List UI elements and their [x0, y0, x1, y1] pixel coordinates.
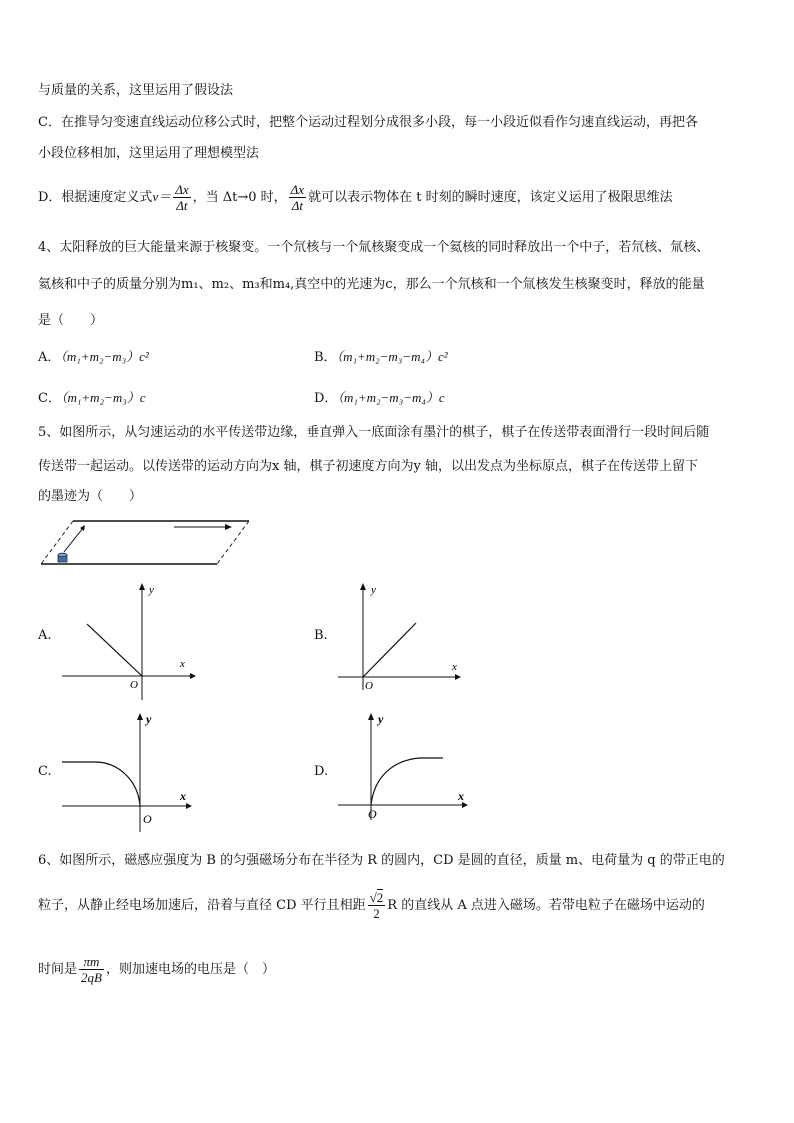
q3-option-d-prefix: D．根据速度定义式 [38, 190, 153, 205]
q6-line-3 [38, 954, 275, 985]
y-axis-label: y [149, 584, 154, 596]
y-axis-label: y [371, 584, 376, 596]
q6-distance-fraction [368, 890, 386, 921]
x-axis-label: x [180, 658, 185, 670]
sqrt-radicand: 2 [376, 890, 384, 905]
q4-line-2: 氦核和中子的质量分别为m₁、m₂、m₃和m₄,真空中的光速为c，那么一个氘核和一个氚核发生核聚变时，释放的能量 [38, 277, 705, 292]
q6-line-2 [38, 890, 705, 921]
trace-curve [62, 762, 140, 806]
q3-option-d-mid: ，当 Δt→0 时， [192, 190, 287, 205]
q6-time-fraction [79, 954, 104, 985]
q3-option-d-v-eq: v＝ [152, 189, 172, 204]
q6-line-3-suffix: ，则加速电场的电压是（ ） [105, 962, 275, 977]
q6-line-1: 6、如图所示，磁感应强度为 B 的匀强磁场分布在半径为 R 的圆内，CD 是圆的直径，质量 m、电荷量为 q 的带正电的 [38, 853, 725, 868]
fraction-numerator: Δx [175, 182, 189, 197]
y-axis-label: y [146, 712, 152, 726]
q5-option-b-label[interactable]: B. [314, 628, 328, 643]
q6-line-3-prefix: 时间是 [38, 962, 78, 977]
q4-line-3: 是（ ） [38, 313, 104, 328]
q5-option-c-label[interactable]: C. [38, 764, 52, 779]
option-expression: （m₁+m₂−m₃）c² [60, 349, 149, 364]
option-label: D． [314, 391, 338, 406]
q6-line-2-suffix: R 的直线从 A 点进入磁场。若带电粒子在磁场中运动的 [387, 898, 705, 913]
origin-label: O [130, 679, 138, 691]
option-expression: （m₁+m₂−m₃−m₄）c [337, 390, 445, 405]
origin-label: O [368, 807, 377, 821]
q6-line-2-prefix: 粒子，从静止经电场加速后，沿着与直径 CD 平行且相距 [38, 898, 366, 913]
graph-b [338, 583, 461, 692]
origin-label: O [143, 812, 152, 826]
q3-line-b: 与质量的关系，这里运用了假设法 [38, 83, 234, 98]
y-axis-label: y [378, 712, 384, 726]
x-axis-label: x [180, 789, 186, 803]
option-expression: （m₁+m₂−m₃）c [60, 390, 146, 405]
option-expression: （m₁+m₂−m₃−m₄）c² [336, 349, 448, 364]
fraction-denominator: Δt [291, 198, 303, 213]
x-axis-label: x [452, 661, 457, 673]
fraction-numerator: Δx [290, 182, 305, 197]
x-axis-label: x [458, 789, 464, 803]
q5-option-d-label[interactable]: D. [314, 764, 329, 779]
q5-line-3: 的墨迹为（ ） [38, 489, 143, 504]
trace-curve [371, 758, 443, 805]
q5-option-a-label[interactable]: A. [38, 628, 52, 643]
graph-a [62, 583, 196, 700]
option-label: C． [38, 391, 61, 406]
graph-d [338, 712, 468, 821]
trace-curve [363, 623, 416, 677]
sqrt-icon: √ [369, 890, 377, 905]
origin-label: O [365, 680, 373, 692]
fraction-denominator: 2qB [81, 970, 102, 985]
q4-line-1: 4、太阳释放的巨大能量来源于核聚变。一个氘核与一个氚核聚变成一个氦核的同时释放出一个中子，若氘核、氚核、 [38, 240, 710, 255]
fraction-denominator: 2 [373, 906, 380, 921]
q3-option-d-suffix: 就可以表示物体在 t 时刻的瞬时速度，该定义运用了极限思维法 [308, 190, 673, 205]
q3-option-c-line2: 小段位移相加，这里运用了理想模型法 [38, 146, 260, 161]
trace-curve [87, 624, 142, 676]
q5-line-1: 5、如图所示，从匀速运动的水平传送带边缘，垂直弹入一底面涂有墨汁的棋子，棋子在传送带表面滑行一段时间后随 [38, 425, 710, 440]
fraction-denominator: Δt [176, 198, 188, 213]
fraction-numerator [368, 890, 386, 906]
option-label: A． [38, 350, 61, 365]
option-label: B． [314, 350, 337, 365]
q5-line-2: 传送带一起运动。以传送带的运动方向为x 轴，棋子初速度方向为y 轴，以出发点为坐标原点，棋子在传送带上留下 [38, 459, 698, 474]
fraction-numerator: πm [79, 954, 104, 970]
graph-c [62, 712, 192, 832]
q3-option-c-line1: C．在推导匀变速直线运动位移公式时，把整个运动过程划分成很多小段，每一小段近似看作匀速直线运动，再把各 [38, 115, 698, 130]
